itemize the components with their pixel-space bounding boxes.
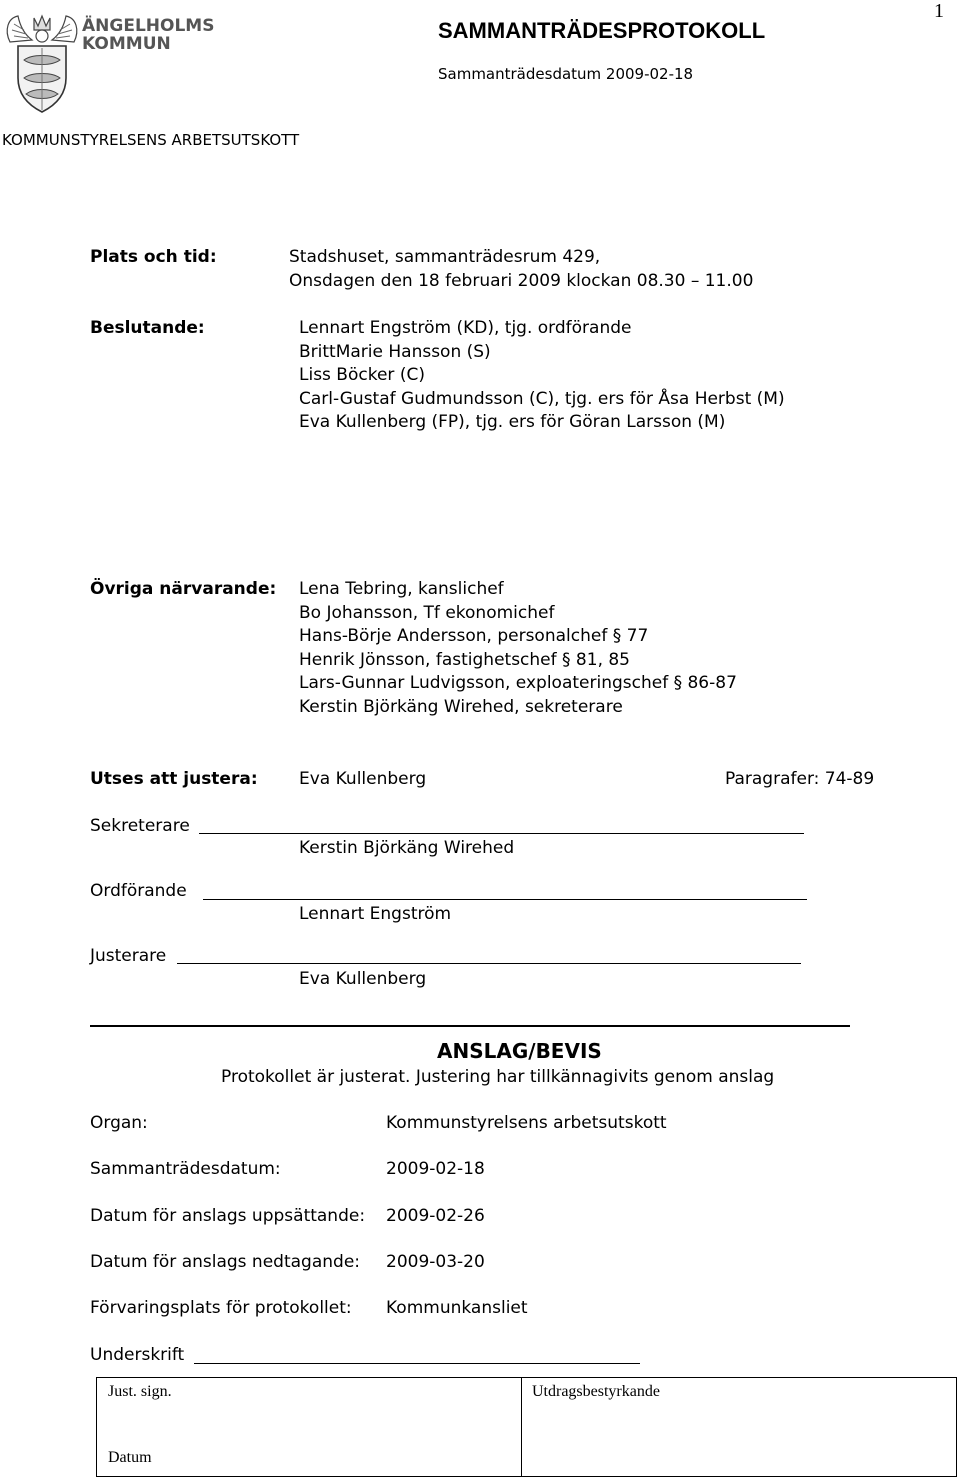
organ-value: Kommunstyrelsens arbetsutskott xyxy=(386,1113,667,1133)
removal-date-value: 2009-03-20 xyxy=(386,1252,485,1272)
other-attendee: Kerstin Björkäng Wirehed, sekreterare xyxy=(299,696,623,717)
posting-date-value: 2009-02-26 xyxy=(386,1206,485,1226)
notice-subtitle: Protokollet är justerat. Justering har tillkännagivits genom anslag xyxy=(221,1067,775,1087)
page-number: 1 xyxy=(934,0,944,22)
adjuster-signature-line xyxy=(177,963,801,964)
secretary-name: Kerstin Björkäng Wirehed xyxy=(299,838,515,858)
notice-signature-line xyxy=(194,1363,640,1364)
other-attendee: Lars-Gunnar Ludvigsson, exploateringschef § 86-87 xyxy=(299,673,737,693)
time-line: Onsdagen den 18 februari 2009 klockan 08.30 – 11.00 xyxy=(289,270,754,291)
date-label: Datum xyxy=(108,1449,152,1466)
chair-label: Ordförande xyxy=(90,881,187,901)
footer-box-divider xyxy=(521,1378,522,1476)
signature-label: Underskrift xyxy=(90,1345,185,1365)
secretary-signature-line xyxy=(199,833,804,834)
storage-value: Kommunkansliet xyxy=(386,1298,528,1318)
storage-label: Förvaringsplats för protokollet: xyxy=(90,1298,352,1318)
removal-date-label: Datum för anslags nedtagande: xyxy=(90,1252,360,1272)
meeting-date-value: 2009-02-18 xyxy=(386,1159,485,1179)
logo-name-line1: ÄNGELHOLMS xyxy=(82,16,215,36)
deciding-member: Lennart Engström (KD), tjg. ordförande xyxy=(299,318,632,338)
deciding-member: Carl-Gustaf Gudmundsson (C), tjg. ers för Åsa Herbst (M) xyxy=(299,388,785,409)
adjust-label: Utses att justera: xyxy=(90,769,258,789)
deciding-members xyxy=(299,317,785,435)
other-attendee: Henrik Jönsson, fastighetschef § 81, 85 xyxy=(299,649,631,670)
other-attendee: Hans-Börje Andersson, personalchef § 77 xyxy=(299,626,649,646)
adjuster-name: Eva Kullenberg xyxy=(299,969,427,989)
footer-signature-box xyxy=(96,1377,957,1477)
others-members xyxy=(299,578,737,719)
posting-date-label: Datum för anslags uppsättande: xyxy=(90,1206,366,1226)
extract-certification-label: Utdragsbestyrkande xyxy=(532,1383,660,1400)
chair-signature-line xyxy=(203,899,807,900)
others-label: Övriga närvarande: xyxy=(90,579,277,599)
paragraphs: Paragrafer: 74-89 xyxy=(725,769,875,789)
document-title: SAMMANTRÄDESPROTOKOLL xyxy=(438,18,766,43)
deciding-label: Beslutande: xyxy=(90,318,205,338)
place-time-label: Plats och tid: xyxy=(90,247,217,267)
meeting-date-label: Sammanträdesdatum: xyxy=(90,1159,281,1179)
other-attendee: Bo Johansson, Tf ekonomichef xyxy=(299,602,555,623)
committee-name: KOMMUNSTYRELSENS ARBETSUTSKOTT xyxy=(2,131,300,149)
deciding-member: Liss Böcker (C) xyxy=(299,365,425,385)
deciding-member: Eva Kullenberg (FP), tjg. ers för Göran Larsson (M) xyxy=(299,412,726,432)
chair-name: Lennart Engström xyxy=(299,904,452,924)
deciding-member: BrittMarie Hansson (S) xyxy=(299,341,491,362)
adjuster-label: Justerare xyxy=(90,946,167,966)
section-divider xyxy=(90,1025,850,1027)
secretary-label: Sekreterare xyxy=(90,816,190,836)
meeting-date: Sammanträdesdatum 2009-02-18 xyxy=(438,65,694,83)
municipality-logo xyxy=(2,12,82,116)
coat-of-arms-icon xyxy=(2,12,82,116)
other-attendee: Lena Tebring, kanslichef xyxy=(299,579,504,599)
just-sign-label: Just. sign. xyxy=(108,1383,172,1400)
adjust-name: Eva Kullenberg xyxy=(299,769,427,789)
logo-name-line2: KOMMUN xyxy=(82,34,171,54)
organ-label: Organ: xyxy=(90,1113,148,1133)
notice-title: ANSLAG/BEVIS xyxy=(437,1039,602,1063)
place-time-block xyxy=(289,246,753,293)
place-line: Stadshuset, sammanträdesrum 429, xyxy=(289,247,601,267)
